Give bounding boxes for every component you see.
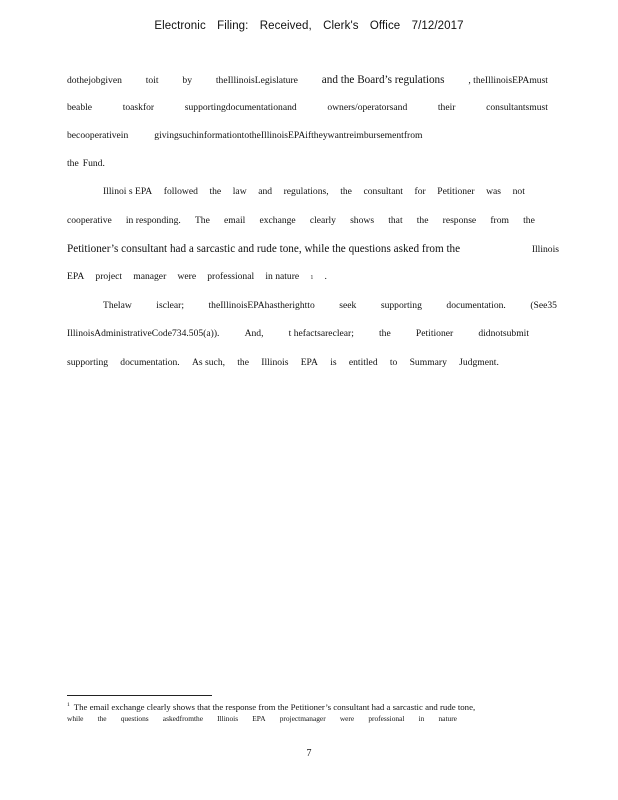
word: the (379, 328, 391, 339)
word: supporting (380, 300, 422, 311)
footnote-line-1 (67, 702, 537, 712)
p1-line-2 (67, 102, 548, 114)
word: isclear; (156, 300, 184, 311)
word: And, (244, 328, 264, 339)
word: from (490, 215, 509, 226)
word: the (523, 215, 535, 226)
word: Petitioner (437, 186, 475, 197)
word: t hefactsareclear; (288, 328, 354, 339)
word: IllinoisAdministrativeCode734.505(a)). (67, 328, 220, 339)
footnote-line-2 (67, 714, 457, 723)
word: owners/operatorsand (327, 102, 408, 113)
word: documentation. (446, 300, 506, 311)
page-number: 7 (306, 748, 312, 759)
word: email (224, 215, 246, 226)
p2-line-1 (103, 186, 525, 198)
word: EPA (252, 714, 266, 723)
word: and the Board’s regulations (321, 74, 445, 86)
word: the (416, 215, 429, 226)
word: , theIllinoisEPAmust (468, 75, 548, 86)
filing-header: Electronic Filing: Received, Clerk's Office 7/12/2017 (154, 20, 464, 32)
word: and (258, 186, 273, 197)
word: professional (207, 271, 255, 282)
word: to (389, 357, 398, 368)
word: Thelaw (103, 300, 132, 311)
word: (See35 (530, 300, 557, 311)
word: manager (133, 271, 167, 282)
word: Illinois (261, 357, 289, 368)
word: questions (120, 714, 149, 723)
p3-line-3 (67, 357, 499, 369)
word: while (67, 714, 84, 723)
word: documentation. (120, 357, 180, 368)
word: project (95, 271, 123, 282)
word: toaskfor (122, 102, 155, 113)
word: not (512, 186, 525, 197)
word: the (97, 714, 107, 723)
word: cooperative (67, 215, 112, 226)
word: in nature (265, 271, 300, 282)
word: projectmanager (279, 714, 326, 723)
word: askedfromthe (162, 714, 204, 723)
word: the (209, 186, 222, 197)
word: As such, (191, 357, 226, 368)
word: followed (163, 186, 198, 197)
word: that (388, 215, 403, 226)
p1-line-3 (67, 130, 548, 142)
p1-line-1 (67, 74, 548, 87)
word: didnotsubmit (478, 328, 529, 339)
word: EPA (300, 357, 318, 368)
word: supportingdocumentationand (184, 102, 297, 113)
word: the (237, 357, 249, 368)
word: theIllinoisEPAhastherightto (208, 300, 315, 311)
word: consultantsmust (486, 102, 548, 113)
word: professional (368, 714, 405, 723)
p3-line-2 (67, 328, 529, 340)
word: Illinoi s EPA (103, 186, 153, 197)
word: Judgment. (459, 357, 499, 368)
word: nature (438, 714, 457, 723)
word: theIllinoisLegislature (215, 75, 298, 86)
word: dothejobgiven (67, 75, 122, 86)
p2-line-2 (67, 215, 535, 227)
word: by (182, 75, 192, 86)
word: is (330, 357, 337, 368)
word: for (414, 186, 426, 197)
word: regulations, (283, 186, 329, 197)
word: Petitioner (415, 328, 454, 339)
word: Fund. (82, 158, 105, 169)
word: consultant (363, 186, 403, 197)
footnote-separator (67, 695, 212, 696)
word: was (486, 186, 502, 197)
word: Petitioner’s consultant had a sarcastic and rude tone, while the questions asked from the (67, 243, 461, 255)
word: givingsuchinformationtotheIllinoisEPAiftheywantreimbursementfrom (154, 130, 423, 141)
word: Illinois (217, 714, 239, 723)
word: the (340, 186, 352, 197)
word: were (177, 271, 197, 282)
word: response (442, 215, 477, 226)
footnote-ref: 1 (310, 275, 314, 281)
word: toit (145, 75, 159, 86)
word: . (324, 271, 327, 282)
word: the (67, 158, 79, 169)
word: in (418, 714, 425, 723)
word: seek (339, 300, 357, 311)
word: exchange (259, 215, 296, 226)
word: clearly (309, 215, 336, 226)
word: shows (350, 215, 375, 226)
word: EPA (67, 271, 85, 282)
footnote-text: The email exchange clearly shows that the response from the Petitioner’s consultant had a sarcastic and rude tone, (73, 702, 476, 712)
word: were (339, 714, 355, 723)
footnote-number: 1 (67, 702, 70, 709)
word: becooperativein (67, 130, 129, 141)
word: their (437, 102, 456, 113)
word: supporting (67, 357, 109, 368)
word: Summary (409, 357, 447, 368)
word: in responding. (125, 215, 181, 226)
word: beable (67, 102, 93, 113)
word: law (232, 186, 247, 197)
p2-line-3 (67, 243, 559, 256)
word: The (194, 215, 210, 226)
p2-line-4 (67, 271, 327, 284)
p1-line-4 (67, 158, 548, 170)
p3-line-1 (103, 300, 557, 312)
word: entitled (348, 357, 378, 368)
word: Illinois (531, 244, 559, 255)
